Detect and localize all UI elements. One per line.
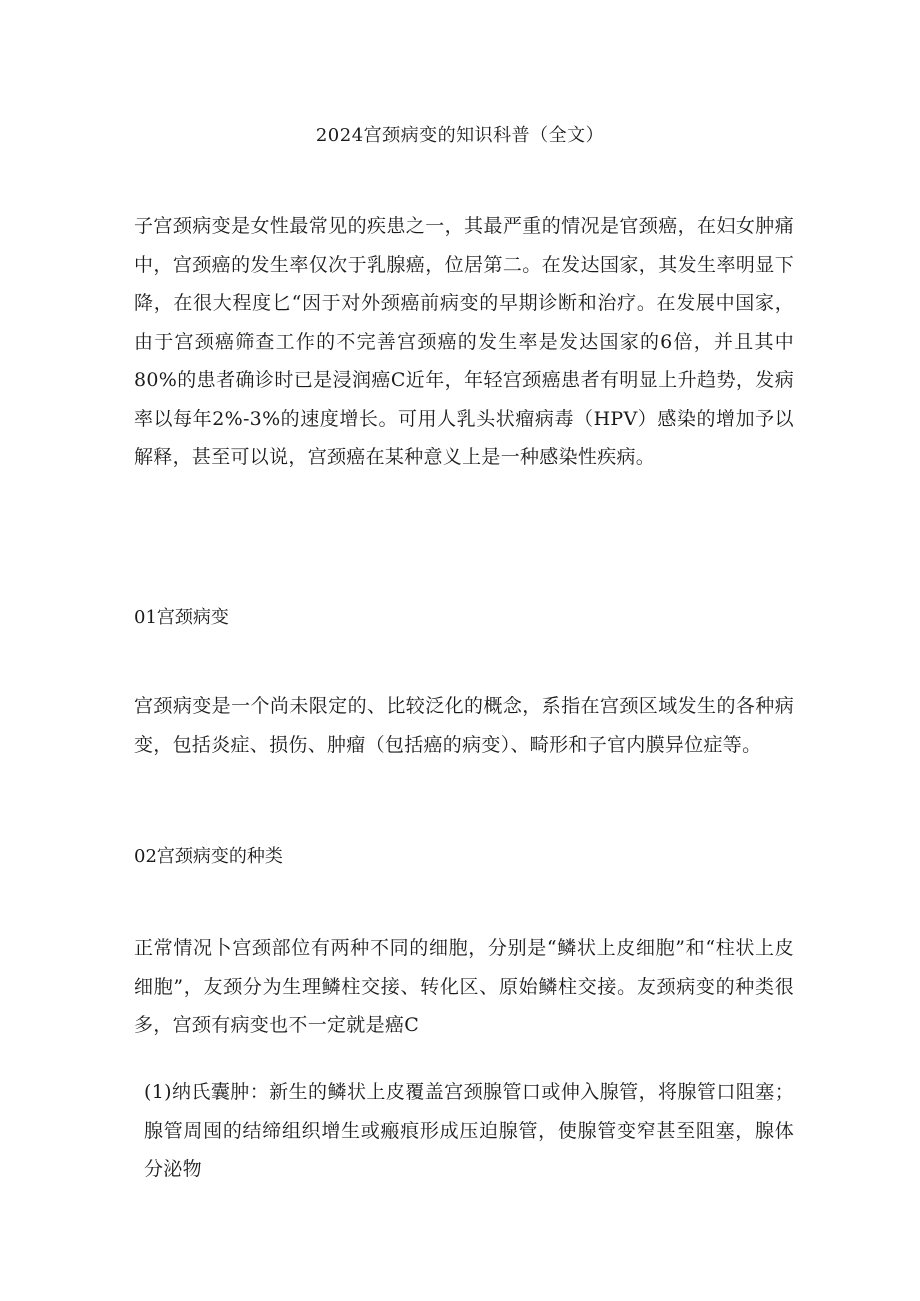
list-item-1-paragraph: (1)纳氏囊肿：新生的鳞状上皮覆盖宫颈腺管口或伸入腺管，将腺管口阻塞；腺管周囤的结缔组织增生或瘢痕形成压迫腺管，使腺管变窄甚至阻塞，腺体分泌物 — [144, 1081, 794, 1180]
document-title: 2024宫颈病变的知识科普（全文） — [315, 125, 605, 146]
intro-paragraph: 子宫颈病变是女性最常见的疾患之一，其最严重的情况是官颈癌，在妇女肿痛中，宫颈癌的发生率仅次于乳腺癌，位居第二。在发达国家，其发生率明显下降，在很大程度匕“因于对外颈癌前病变的早期诊断和治疗。在发展中国家，由于宫颈癌筛查工作的不完善宫颈癌的发生率是发达国家的6倍，并且其中80%的患者确诊时已是浸润癌C近年，年轻宫颈癌患者有明显上升趋势，发病率以每年2%-3%的速度增长。可用人乳头状瘤病毒（HPV）感染的增加予以解释，甚至可以说，宫颈癌在某种意义上是一种感染性疾病。 — [134, 215, 794, 468]
section-paragraph-2: 正常情况卜宫颈部位有两种不同的细胞，分别是“鳞状上皮细胞”和“柱状上皮细胞”，友颈分为生理鳞柱交接、转化区、原始鳞柱交接。友颈病变的种类很多，宫颈有病变也不一定就是癌C — [134, 937, 794, 1036]
section-heading-1: 01宫颈病变 — [134, 607, 229, 628]
section-heading-2: 02宫颈病变的种类 — [134, 846, 283, 867]
section-paragraph-1: 宫颈病变是一个尚未限定的、比较泛化的概念，系指在宫颈区域发生的各种病变，包括炎症、损伤、肿瘤（包括癌的病变）、畸形和子官内膜异位症等。 — [134, 695, 794, 756]
